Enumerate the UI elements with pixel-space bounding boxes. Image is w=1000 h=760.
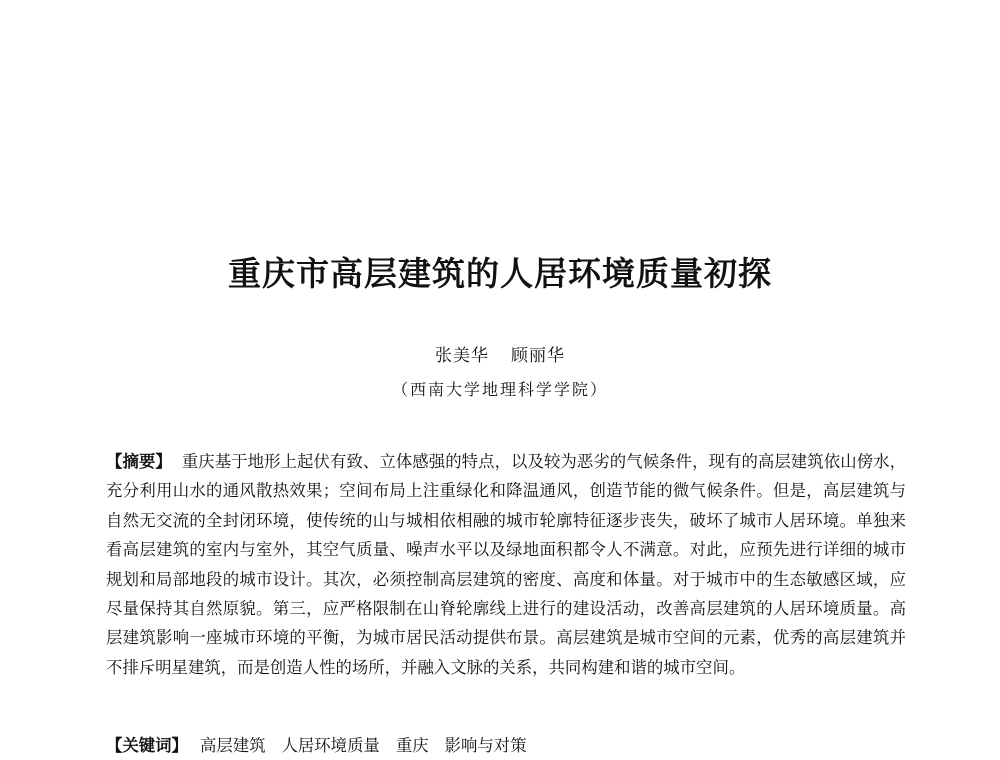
- keywords-label: 【关键词】: [106, 736, 188, 755]
- keyword: 影响与对策: [444, 736, 527, 755]
- author-name: 张美华: [435, 346, 489, 366]
- affiliation: （西南大学地理科学学院）: [391, 380, 608, 399]
- paper-title: 重庆市高层建筑的人居环境质量初探: [228, 254, 772, 293]
- keyword: 重庆: [395, 736, 429, 755]
- abstract-text: 重庆基于地形上起伏有致、立体感强的特点，以及较为恶劣的气候条件，现有的高层建筑依山傍水，充分利用山水的通风散热效果；空间布局上注重绿化和降温通风，创造节能的微气候条件。但是，高层建筑与自然无交流的全封闭环境，使传统的山与城相依相融的城市轮廓特征逐步丧失，破坏了城市人居环境。单独来看高层建筑的室内与室外，其空气质量、噪声水平以及绿地面积都令人不满意。对此，应预先进行详细的城市规划和局部地段的城市设计。其次，必须控制高层建筑的密度、高度和体量。对于城市中的生态敏感区域，应尽量保持其自然原貌。第三，应严格限制在山脊轮廓线上进行的建设活动，改善高层建筑的人居环境质量。高层建筑影响一座城市环境的平衡，为城市居民活动提供布景。高层建筑是城市空间的元素，优秀的高层建筑并不排斥明星建筑，而是创造人性的场所，并融入文脉的关系，共同构建和谐的城市空间。: [106, 452, 907, 677]
- author-line: [0, 344, 1000, 368]
- author-name: 顾丽华: [511, 346, 565, 366]
- abstract: [106, 447, 906, 682]
- keywords: [106, 734, 906, 758]
- keyword: 人居环境质量: [281, 736, 380, 755]
- keyword: 高层建筑: [199, 736, 266, 755]
- abstract-label: 【摘要】: [106, 452, 172, 471]
